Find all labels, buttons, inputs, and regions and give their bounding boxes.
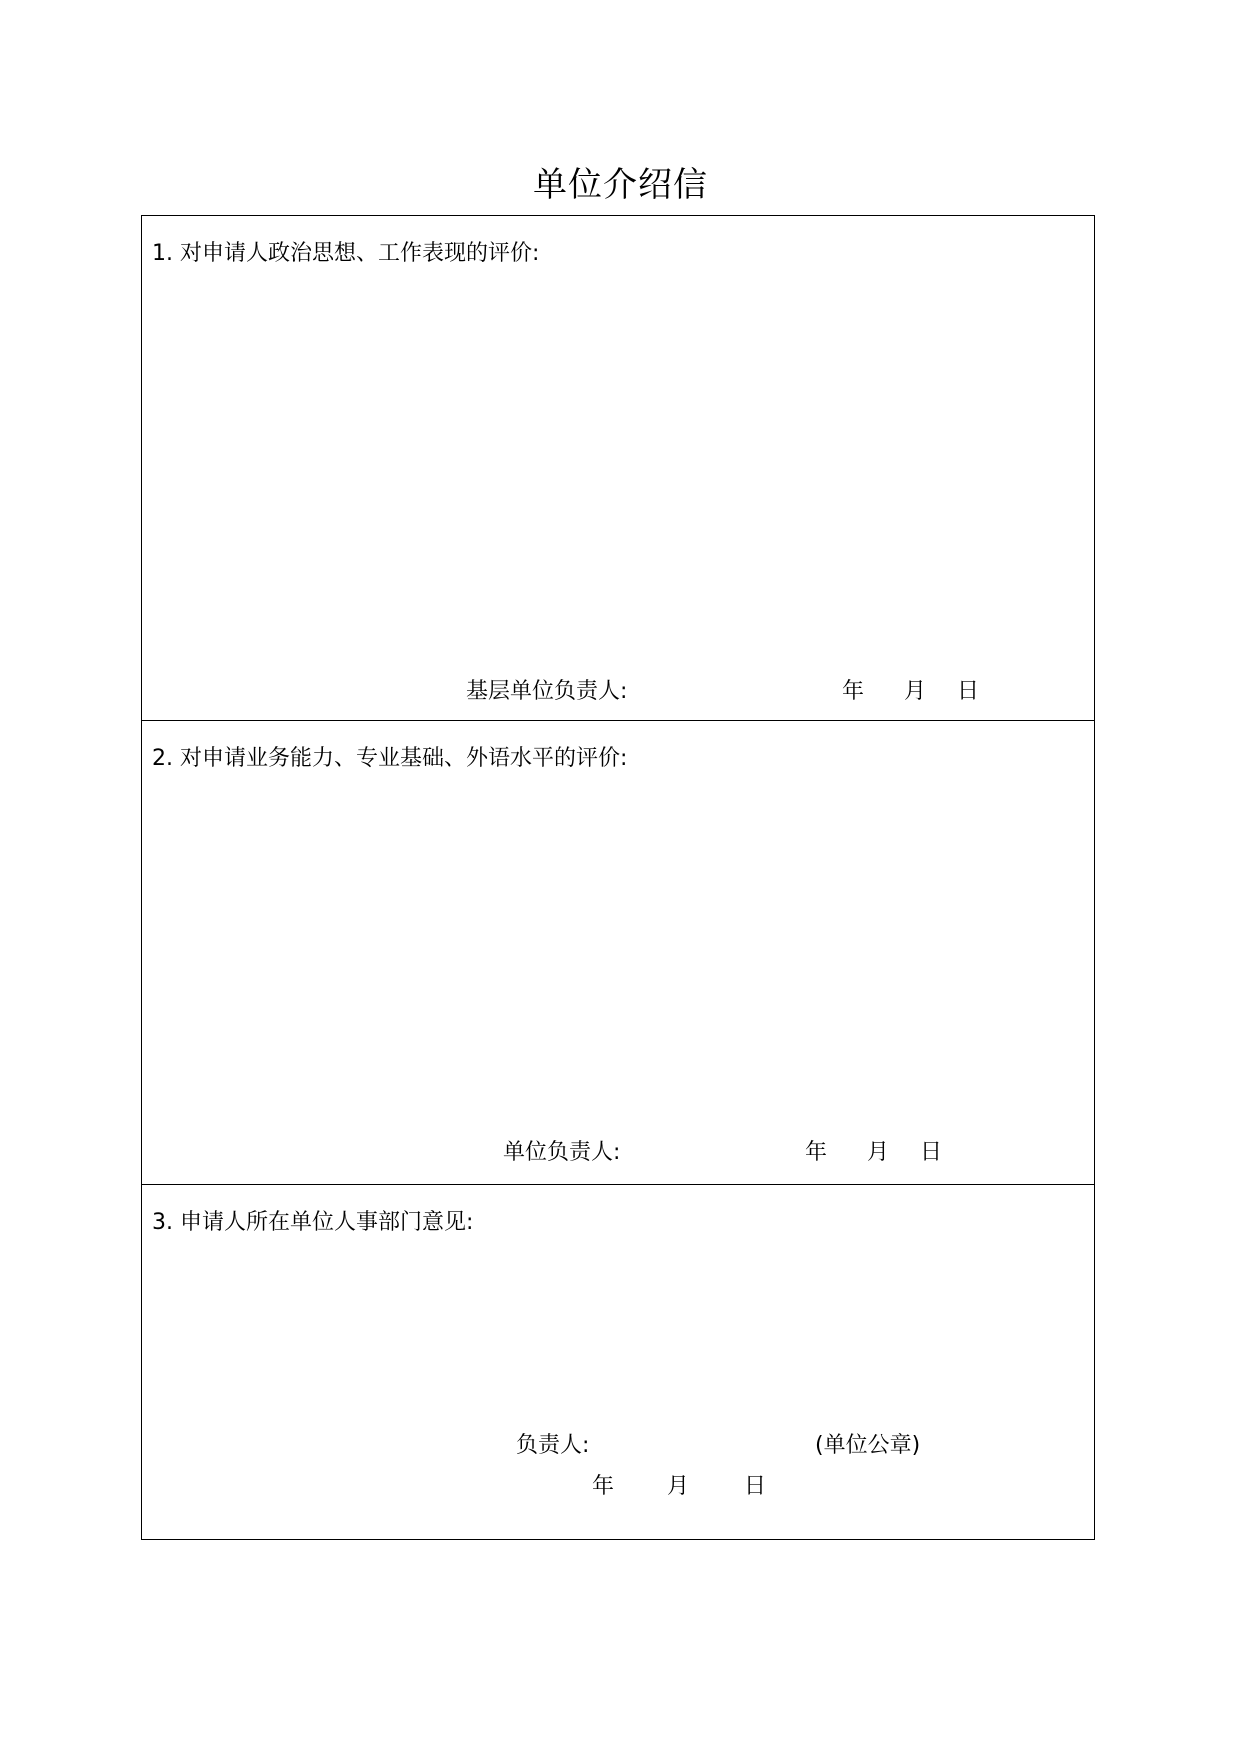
section-professional-evaluation (142, 721, 1094, 1185)
section-heading: 3. 申请人所在单位人事部门意见: (152, 1210, 474, 1235)
date-year-label: 年 (805, 1140, 828, 1165)
section-hr-opinion (142, 1185, 1094, 1539)
date-day-label: 日 (957, 679, 980, 704)
date-year-label: 年 (592, 1474, 615, 1499)
page-title: 单位介绍信 (533, 165, 708, 205)
date-day-label: 日 (920, 1140, 943, 1165)
date-month-label: 月 (667, 1474, 690, 1499)
signer-label: 单位负责人: (503, 1140, 621, 1165)
date-year-label: 年 (842, 679, 865, 704)
seal-label: (单位公章) (815, 1433, 921, 1458)
date-month-label: 月 (867, 1140, 890, 1165)
signer-label: 负责人: (516, 1433, 590, 1458)
section-heading: 2. 对申请业务能力、专业基础、外语水平的评价: (152, 746, 628, 771)
section-heading: 1. 对申请人政治思想、工作表现的评价: (152, 241, 540, 266)
section-political-evaluation (142, 216, 1094, 721)
signer-label: 基层单位负责人: (466, 679, 628, 704)
introduction-letter-form (141, 215, 1095, 1540)
date-month-label: 月 (904, 679, 927, 704)
date-day-label: 日 (744, 1474, 767, 1499)
